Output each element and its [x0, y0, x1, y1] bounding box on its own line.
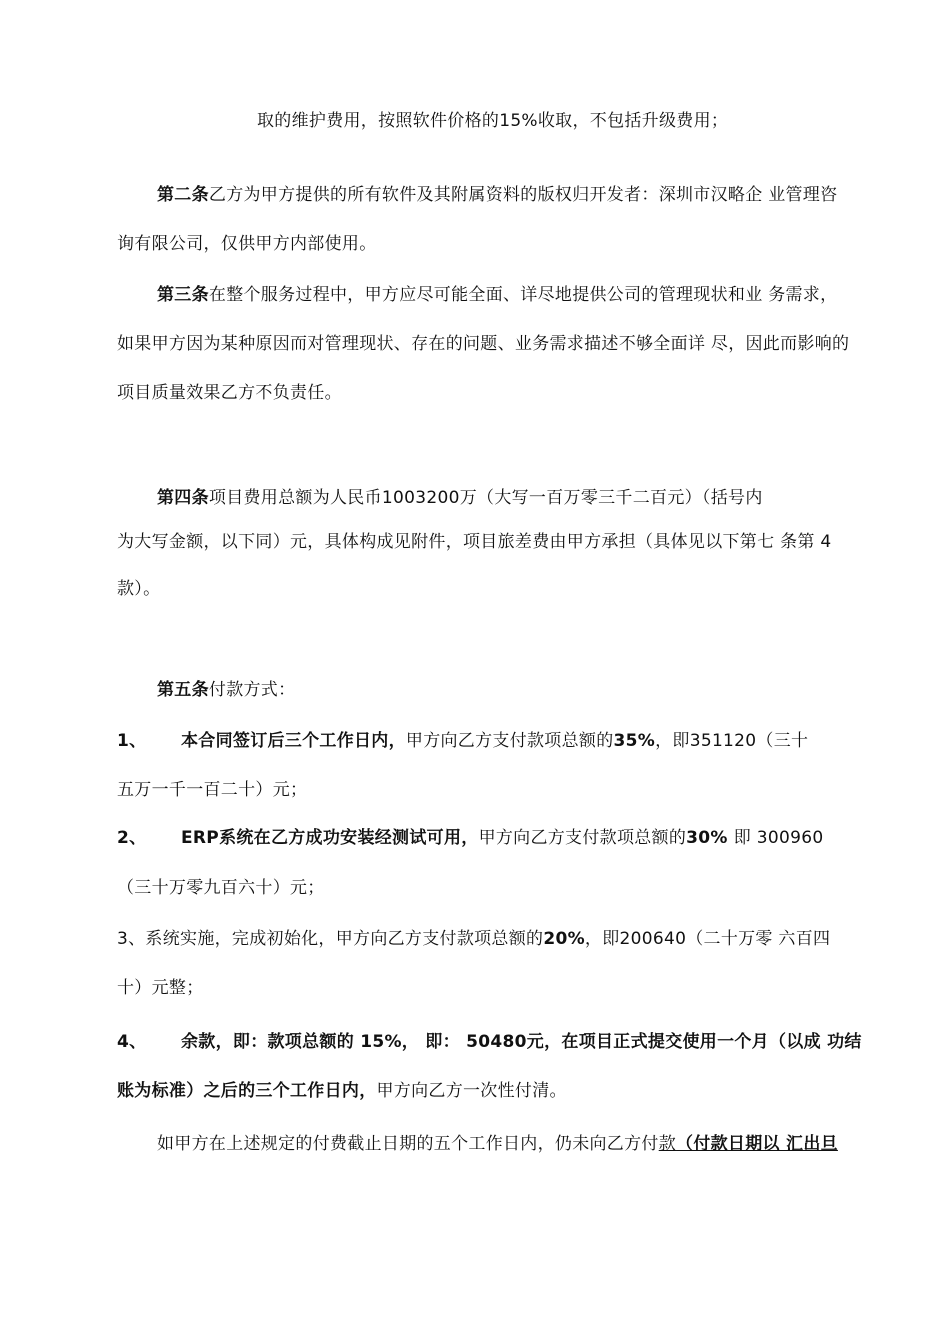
item-2-percent: 30% — [686, 828, 728, 848]
closing-text: 如甲方在上述规定的付费截止日期的五个工作日内，仍未向乙方付 — [157, 1134, 659, 1154]
closing-underlined-text: 款 — [658, 1134, 677, 1154]
article-4-line-3: 款）。 — [117, 579, 161, 599]
item-2-text: 甲方向乙方支付款项总额的 — [478, 828, 687, 848]
item-1-line-2: 五万一千一百二十）元； — [117, 780, 308, 800]
item-1-percent: 35% — [613, 731, 656, 751]
item-1-text: 甲方向乙方支付款项总额的 — [405, 731, 614, 751]
item-4-bold-text-2: 账为标准）之后的三个工作日内， — [117, 1081, 377, 1101]
closing-line — [157, 1132, 838, 1156]
article-3-line-1 — [157, 283, 837, 307]
item-2-number: 2、 — [117, 828, 147, 848]
article-2-line-2: 询有限公司，仅供甲方内部使用。 — [117, 234, 377, 254]
item-1-bold-text: 本合同签订后三个工作日内， — [181, 731, 406, 751]
article-5-heading: 第五条 — [157, 680, 209, 700]
closing-underlined-bold-text: （付款日期以 汇出旦 — [676, 1134, 838, 1154]
article-5-line — [157, 678, 295, 702]
item-1-line-1 — [117, 729, 808, 753]
item-1-amount: ，即351120（三十 — [655, 731, 809, 751]
item-3-text: 3、系统实施，完成初始化，甲方向乙方支付款项总额的 — [117, 929, 544, 949]
item-2-line-1 — [117, 826, 823, 850]
article-2-line-1 — [157, 183, 837, 207]
item-2-amount: 即 300960 — [733, 828, 824, 848]
item-3-line-2: 十）元整； — [117, 978, 204, 998]
article-4-heading: 第四条 — [157, 488, 209, 508]
article-3-heading: 第三条 — [157, 285, 209, 305]
item-3-percent: 20% — [543, 929, 585, 949]
item-2-line-2: （三十万零九百六十）元； — [117, 878, 325, 898]
item-4-text: 甲方向乙方一次性付清。 — [376, 1081, 567, 1101]
item-1-number: 1、 — [117, 731, 147, 751]
item-4-line-1 — [117, 1030, 862, 1054]
article-4-text: 项目费用总额为人民币1003200万（大写一百万零三千二百元）（括号内 — [208, 488, 763, 508]
item-2-bold-text: ERP系统在乙方成功安装经测试可用， — [181, 828, 479, 848]
paragraph-line: 取的维护费用，按照软件价格的15%收取，不包括升级费用； — [257, 111, 729, 131]
article-4-line-2: 为大写金额，以下同）元，具体构成见附件，项目旅差费由甲方承担（具体见以下第七 条第 4 — [117, 532, 832, 552]
article-2-text: 乙方为甲方提供的所有软件及其附属资料的版权归开发者：深圳市汉略企 业管理咨 — [208, 185, 838, 205]
item-4-number: 4、 — [117, 1032, 147, 1052]
article-3-text: 在整个服务过程中，甲方应尽可能全面、详尽地提供公司的管理现状和业 务需求， — [208, 285, 838, 305]
article-2-heading: 第二条 — [157, 185, 209, 205]
article-5-text: 付款方式： — [208, 680, 296, 700]
article-3-line-2: 如果甲方因为某种原因而对管理现状、存在的问题、业务需求描述不够全面详 尽，因此而影响的 — [117, 334, 850, 354]
item-4-bold-text: 余款，即：款项总额的 15%， 即： 50480元，在项目正式提交使用一个月（以成 功结 — [181, 1032, 862, 1052]
article-3-line-3: 项目质量效果乙方不负责任。 — [117, 383, 342, 403]
item-3-amount: ，即200640（二十万零 六百四 — [584, 929, 831, 949]
item-3-line-1 — [117, 927, 830, 951]
article-4-line-1 — [157, 486, 763, 510]
item-4-line-2 — [117, 1079, 567, 1103]
